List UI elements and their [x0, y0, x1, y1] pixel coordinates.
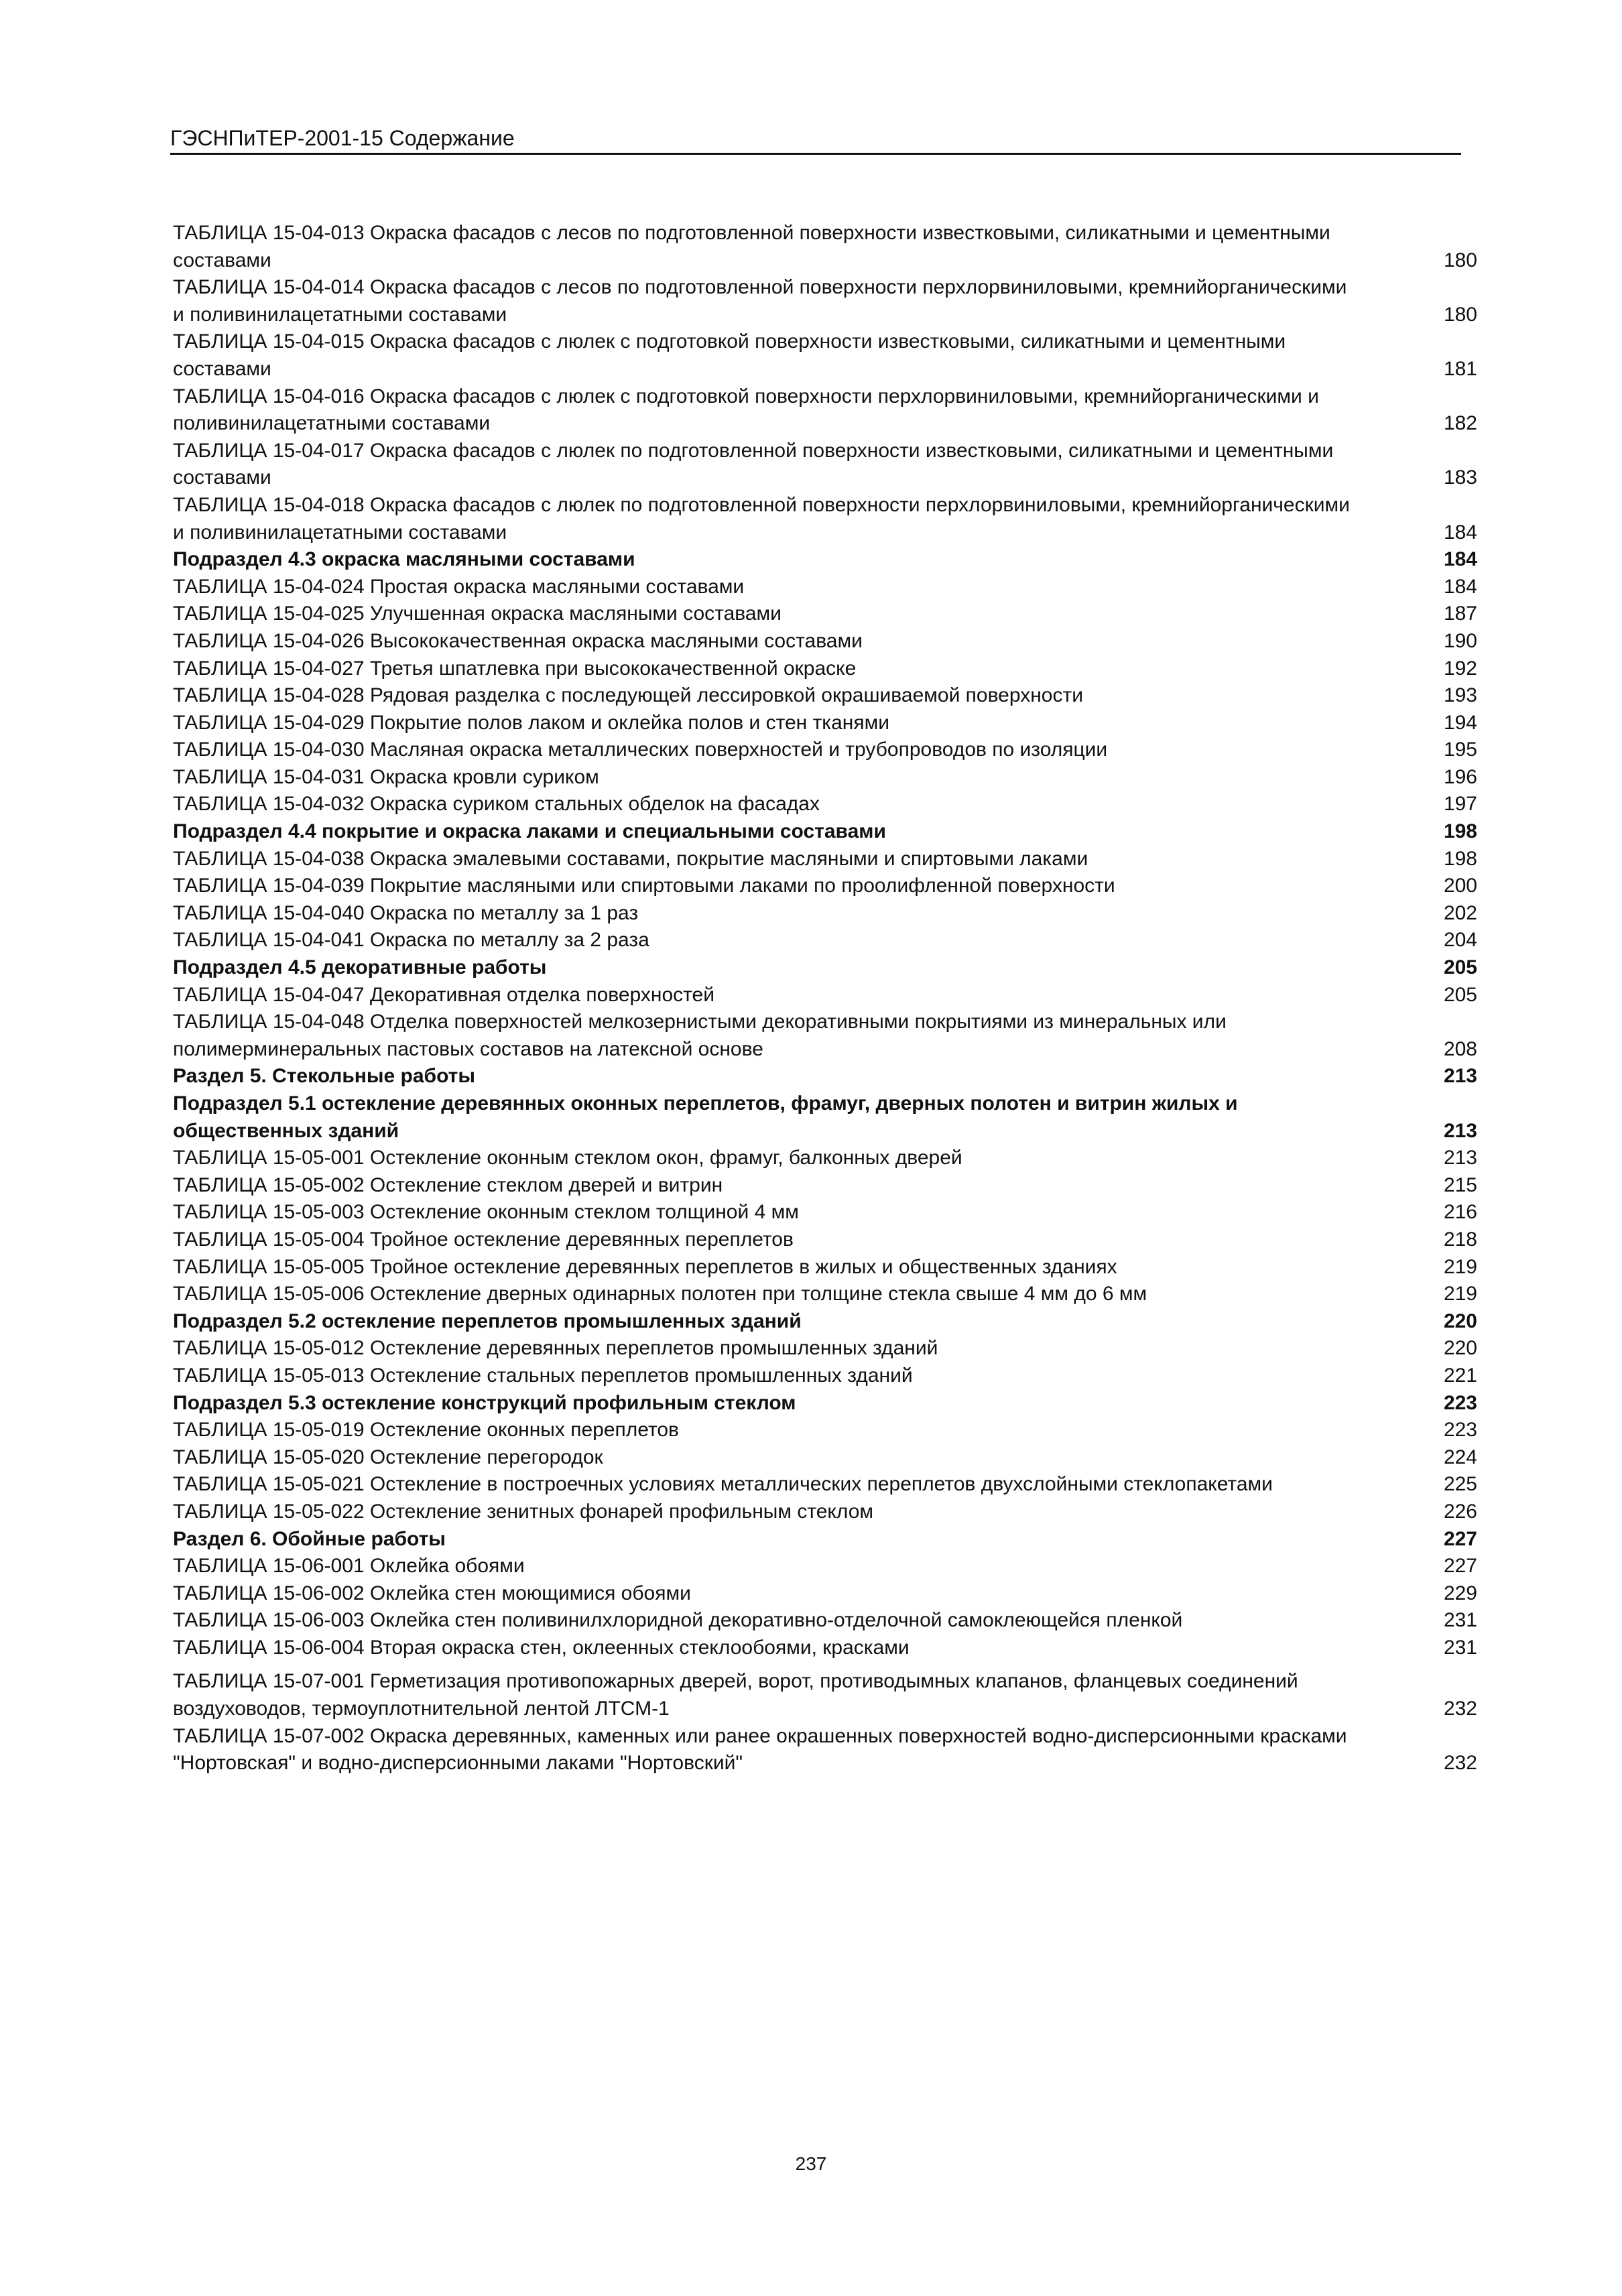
toc-entry-title: Подраздел 4.4 покрытие и окраска лаками и специальными составами — [173, 820, 886, 843]
toc-entry-title: ТАБЛИЦА 15-04-031 Окраска кровли суриком — [173, 765, 599, 788]
toc-entry — [173, 1607, 1477, 1635]
toc-entry-page: 204 — [1443, 929, 1477, 952]
toc-entry — [173, 328, 1477, 383]
toc-entry-title: ТАБЛИЦА 15-04-041 Окраска по металлу за 2 раза — [173, 929, 649, 952]
toc-entry-page: 229 — [1443, 1582, 1477, 1604]
toc-entry-title: ТАБЛИЦА 15-04-030 Масляная окраска металлических поверхностей и трубопроводов по изоляции — [173, 739, 1108, 761]
toc-entry-page: 205 — [1443, 956, 1477, 979]
toc-entry-title: Раздел 5. Стекольные работы — [173, 1065, 475, 1088]
toc-entry-title: Подраздел 4.5 декоративные работы — [173, 956, 547, 979]
toc-entry-title: Подраздел 5.1 остекление деревянных оконных переплетов, фрамуг, дверных полотен и витрин жилых и общественных зданий — [173, 1092, 1238, 1142]
toc-entry — [173, 982, 1477, 1009]
toc-entry-page: 231 — [1443, 1636, 1477, 1659]
toc-entry-page: 198 — [1443, 820, 1477, 843]
toc-entry — [173, 492, 1477, 546]
toc-entry-title: ТАБЛИЦА 15-05-001 Остекление оконным стеклом окон, фрамуг, балконных дверей — [173, 1147, 962, 1169]
toc-entry-title: ТАБЛИЦА 15-04-032 Окраска суриком стальных обделок на фасадах — [173, 793, 820, 816]
toc-entry-page: 195 — [1443, 739, 1477, 761]
toc-section-heading — [173, 1063, 1477, 1090]
toc-entry-title: ТАБЛИЦА 15-06-003 Оклейка стен поливинилхлоридной декоративно-отделочной самоклеющейся пленкой — [173, 1609, 1183, 1632]
toc-entry — [173, 846, 1477, 873]
toc-entry — [173, 574, 1477, 601]
toc-entry-title: ТАБЛИЦА 15-06-001 Оклейка обоями — [173, 1555, 525, 1578]
toc-entry-title: ТАБЛИЦА 15-05-013 Остекление стальных переплетов промышленных зданий — [173, 1364, 913, 1387]
toc-entry-title: Подраздел 5.3 остекление конструкций профильным стеклом — [173, 1391, 796, 1414]
toc-entry-title: ТАБЛИЦА 15-04-024 Простая окраска масляными составами — [173, 575, 745, 598]
toc-entry — [173, 274, 1477, 328]
toc-entry-title: ТАБЛИЦА 15-05-022 Остекление зенитных фонарей профильным стеклом — [173, 1500, 874, 1523]
toc-entry — [173, 737, 1477, 764]
toc-entry-title: ТАБЛИЦА 15-05-003 Остекление оконным стеклом толщиной 4 мм — [173, 1201, 799, 1224]
page-number: 237 — [795, 2153, 827, 2174]
toc-entry — [173, 1498, 1477, 1526]
toc-entry-title: ТАБЛИЦА 15-04-028 Рядовая разделка с последующей лессировкой окрашиваемой поверхности — [173, 684, 1083, 707]
toc-section-heading — [173, 1390, 1477, 1417]
toc-entry-page: 213 — [1443, 1119, 1477, 1142]
toc-entry — [173, 1723, 1477, 1777]
toc-entry-page: 220 — [1443, 1310, 1477, 1332]
toc-entry-title: ТАБЛИЦА 15-07-001 Герметизация противопожарных дверей, ворот, противодымных клапанов, фланцевых соединений воздуховодов, термоуплотнительной лентой ЛТСМ-1 — [173, 1670, 1298, 1720]
toc-entry — [173, 383, 1477, 438]
toc-entry-page: 200 — [1443, 875, 1477, 897]
toc-entry-page: 219 — [1443, 1255, 1477, 1278]
toc-entry-title: ТАБЛИЦА 15-06-004 Вторая окраска стен, оклеенных стеклообоями, красками — [173, 1636, 910, 1659]
toc-entry — [173, 1417, 1477, 1444]
toc-entry-page: 221 — [1443, 1364, 1477, 1387]
toc-entry-page: 183 — [1443, 466, 1477, 489]
toc-entry — [173, 1635, 1477, 1662]
toc-entry — [173, 1172, 1477, 1200]
toc-entry-title: ТАБЛИЦА 15-04-026 Высококачественная окраска масляными составами — [173, 629, 863, 652]
toc-entry-title: ТАБЛИЦА 15-05-006 Остекление дверных одинарных полотен при толщине стекла свыше 4 мм до 6 мм — [173, 1283, 1147, 1305]
toc-entry-page: 180 — [1443, 303, 1477, 326]
toc-entry — [173, 1145, 1477, 1172]
toc-entry-page: 213 — [1443, 1065, 1477, 1088]
toc-entry — [173, 791, 1477, 818]
toc-entry — [173, 1444, 1477, 1472]
toc-entry-page: 208 — [1443, 1037, 1477, 1060]
toc-entry — [173, 438, 1477, 492]
toc-entry-page: 184 — [1443, 575, 1477, 598]
toc-entry-page: 197 — [1443, 793, 1477, 816]
running-header — [170, 125, 1461, 155]
toc-entry-page: 225 — [1443, 1473, 1477, 1496]
toc-entry-page: 232 — [1443, 1752, 1477, 1775]
toc-entry-page: 196 — [1443, 765, 1477, 788]
toc-entry-page: 213 — [1443, 1147, 1477, 1169]
toc-entry-title: ТАБЛИЦА 15-05-021 Остекление в построечных условиях металлических переплетов двухслойными стеклопакетами — [173, 1473, 1273, 1496]
toc-entry-title: ТАБЛИЦА 15-04-018 Окраска фасадов с люлек по подготовленной поверхности перхлорвиниловыми, кремнийорганическими и поливинилацетатными составами — [173, 493, 1350, 544]
toc-entry-page: 194 — [1443, 711, 1477, 734]
toc-entry-title: ТАБЛИЦА 15-04-015 Окраска фасадов с люлек с подготовкой поверхности известковыми, силикатными и цементными составами — [173, 330, 1286, 380]
toc-entry — [173, 1553, 1477, 1580]
toc-entry — [173, 682, 1477, 710]
toc-entry-page: 226 — [1443, 1500, 1477, 1523]
toc-entry-title: ТАБЛИЦА 15-05-004 Тройное остекление деревянных переплетов — [173, 1228, 794, 1251]
toc-entry — [173, 1199, 1477, 1226]
toc-entry-page: 202 — [1443, 901, 1477, 924]
toc-entry-page: 218 — [1443, 1228, 1477, 1251]
toc-entry-title: Подраздел 5.2 остекление переплетов промышленных зданий — [173, 1310, 802, 1332]
toc-entry-page: 192 — [1443, 657, 1477, 680]
toc-entry-title: ТАБЛИЦА 15-04-047 Декоративная отделка поверхностей — [173, 983, 714, 1006]
toc-entry — [173, 1668, 1477, 1722]
toc-entry-page: 182 — [1443, 412, 1477, 435]
toc-entry — [173, 873, 1477, 900]
toc-entry — [173, 1335, 1477, 1362]
toc-entry-title: ТАБЛИЦА 15-04-029 Покрытие полов лаком и оклейка полов и стен тканями — [173, 711, 889, 734]
toc-entry-title: ТАБЛИЦА 15-07-002 Окраска деревянных, каменных или ранее окрашенных поверхностей водно-дисперсионными красками "Нортовская" и водно-дисперсионными лаками "Нортовский" — [173, 1724, 1347, 1775]
toc-entry-title: ТАБЛИЦА 15-04-040 Окраска по металлу за 1 раз — [173, 901, 639, 924]
toc-entry-title: Подраздел 4.3 окраска масляными составами — [173, 548, 635, 571]
toc-entry-title: ТАБЛИЦА 15-04-017 Окраска фасадов с люлек по подготовленной поверхности известковыми, силикатными и цементными составами — [173, 439, 1334, 489]
toc-entry — [173, 220, 1477, 274]
toc-entry — [173, 1362, 1477, 1390]
toc-entry-title: ТАБЛИЦА 15-04-025 Улучшенная окраска масляными составами — [173, 602, 782, 625]
toc-entry-title: Раздел 6. Обойные работы — [173, 1527, 446, 1550]
toc-section-heading — [173, 546, 1477, 574]
toc-entry-page: 220 — [1443, 1337, 1477, 1360]
toc-section-heading — [173, 1308, 1477, 1336]
toc-entry-page: 184 — [1443, 548, 1477, 571]
toc-entry-page: 231 — [1443, 1609, 1477, 1632]
toc-entry-title: ТАБЛИЦА 15-04-048 Отделка поверхностей мелкозернистыми декоративными покрытиями из минеральных или полимерминеральных пастовых составов на латексной основе — [173, 1011, 1227, 1060]
toc-entry — [173, 710, 1477, 737]
toc-entry — [173, 764, 1477, 791]
toc-entry-title: ТАБЛИЦА 15-04-038 Окраска эмалевыми составами, покрытие масляными и спиртовыми лаками — [173, 847, 1088, 870]
toc-entry-title: ТАБЛИЦА 15-04-013 Окраска фасадов с лесов по подготовленной поверхности известковыми, силикатными и цементными составами — [173, 222, 1330, 271]
toc-entry — [173, 1471, 1477, 1498]
toc-entry-title: ТАБЛИЦА 15-05-005 Тройное остекление деревянных переплетов в жилых и общественных зданиях — [173, 1255, 1117, 1278]
toc-entry-page: 232 — [1443, 1698, 1477, 1720]
toc-entry — [173, 628, 1477, 655]
document-title: ГЭСНПиТЕР-2001-15 Содержание — [170, 126, 515, 150]
table-of-contents — [173, 220, 1477, 1777]
toc-entry-title: ТАБЛИЦА 15-04-039 Покрытие масляными или спиртовыми лаками по проолифленной поверхности — [173, 875, 1115, 897]
toc-entry — [173, 900, 1477, 928]
toc-entry — [173, 600, 1477, 628]
toc-entry-page: 184 — [1443, 521, 1477, 544]
toc-entry-page: 181 — [1443, 357, 1477, 380]
toc-entry-page: 224 — [1443, 1446, 1477, 1468]
toc-entry-title: ТАБЛИЦА 15-04-016 Окраска фасадов с люлек с подготовкой поверхности перхлорвиниловыми, кремнийорганическими и поливинилацетатными составами — [173, 385, 1319, 435]
toc-entry-page: 205 — [1443, 983, 1477, 1006]
toc-entry-title: ТАБЛИЦА 15-05-012 Остекление деревянных переплетов промышленных зданий — [173, 1337, 938, 1360]
toc-section-heading — [173, 818, 1477, 846]
toc-entry — [173, 1226, 1477, 1254]
toc-entry — [173, 1254, 1477, 1281]
toc-entry — [173, 1580, 1477, 1608]
toc-entry-page: 227 — [1443, 1527, 1477, 1550]
toc-section-heading — [173, 1090, 1477, 1145]
toc-entry-page: 190 — [1443, 629, 1477, 652]
toc-entry-page: 187 — [1443, 602, 1477, 625]
toc-entry-page: 216 — [1443, 1201, 1477, 1224]
toc-entry-page: 193 — [1443, 684, 1477, 707]
toc-entry — [173, 927, 1477, 954]
toc-section-heading — [173, 954, 1477, 982]
toc-entry-page: 198 — [1443, 847, 1477, 870]
toc-entry-title: ТАБЛИЦА 15-04-014 Окраска фасадов с лесов по подготовленной поверхности перхлорвиниловыми, кремнийорганическими и поливинилацетатными составами — [173, 276, 1347, 326]
toc-entry — [173, 655, 1477, 683]
toc-entry-title: ТАБЛИЦА 15-05-002 Остекление стеклом дверей и витрин — [173, 1173, 723, 1196]
toc-entry-title: ТАБЛИЦА 15-04-027 Третья шпатлевка при высококачественной окраске — [173, 657, 857, 680]
toc-entry-title: ТАБЛИЦА 15-05-020 Остекление перегородок — [173, 1446, 603, 1468]
toc-entry-page: 215 — [1443, 1173, 1477, 1196]
toc-entry-page: 223 — [1443, 1391, 1477, 1414]
toc-entry-page: 227 — [1443, 1555, 1477, 1578]
toc-entry-page: 219 — [1443, 1283, 1477, 1305]
toc-entry — [173, 1009, 1477, 1063]
toc-entry — [173, 1281, 1477, 1308]
toc-entry-page: 223 — [1443, 1419, 1477, 1442]
toc-entry-title: ТАБЛИЦА 15-06-002 Оклейка стен моющимися обоями — [173, 1582, 691, 1604]
toc-entry-page: 180 — [1443, 249, 1477, 271]
toc-section-heading — [173, 1526, 1477, 1553]
toc-entry-title: ТАБЛИЦА 15-05-019 Остекление оконных переплетов — [173, 1419, 679, 1442]
